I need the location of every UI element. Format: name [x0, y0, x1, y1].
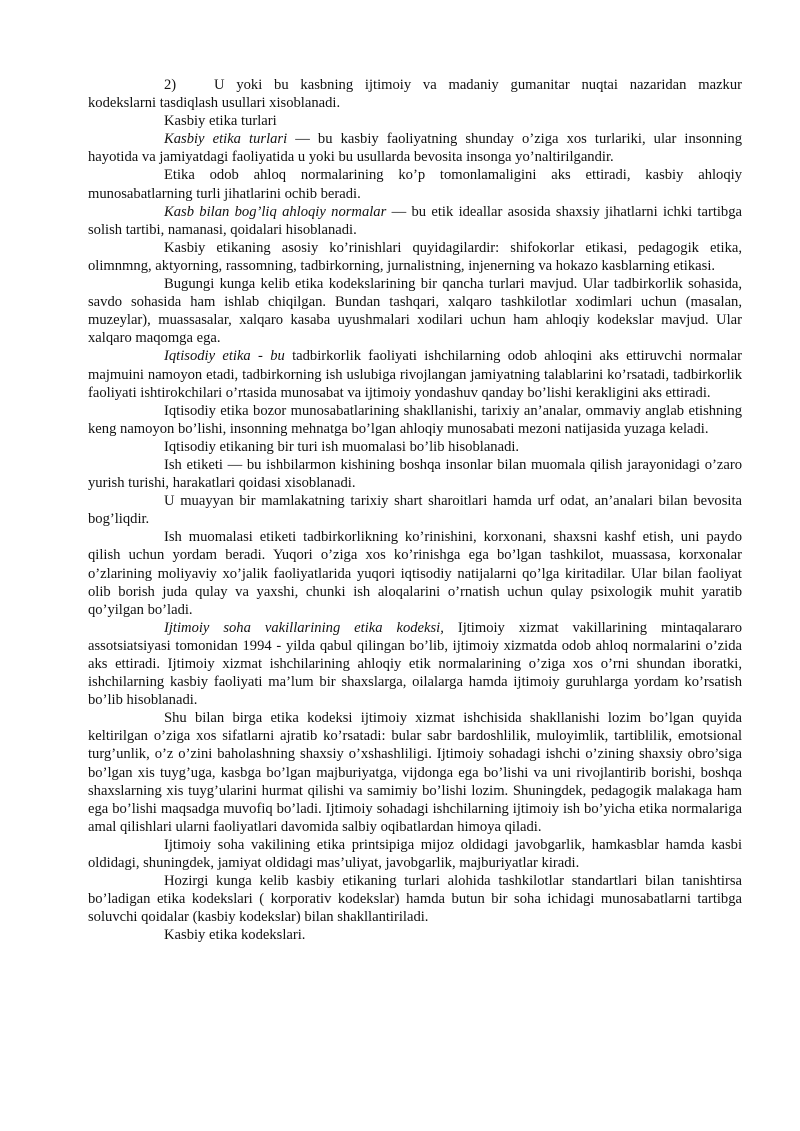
section-heading-types: Kasbiy etika turlari	[164, 113, 277, 130]
paragraph-text: Ijtimoiy xizmat vakillarining mintaqalararo assotsiatsiyasi tomonidan 1994 - yilda qabul qilingan bo’lib, ijtimoiy xizmatda odob ahloq normalarini o’zida aks ettiradi. Ijtimoiy xizmat ishchilarining ahloqiy etik normalarining o’ziga xos o’rni shundan iboratki, ishchilarning kasbiy faoliyati ma’lum bir shaxslarga, oilalarga hamda ijtimoiy guruhlarga yordam ko’rsatish bo’lib hisoblanadi.	[88, 619, 742, 709]
term-italic: Kasbiy etika turlari	[164, 131, 288, 148]
paragraph-14: Ijtimoiy soha vakilining etika printsipiga mijoz oldidagi javobgarlik, hamkasblar hamda kasbi oldidagi, shuningdek, jamiyat oldidagi mas’uliyat, javobgarlik, majburiyatlar kiradi.	[88, 836, 742, 872]
paragraph-9: Ish etiketi — bu ishbilarmon kishining boshqa insonlar bilan muomala qilish jarayonidagi o’zaro yurish turishi, harakatlari qoidasi xisoblanadi.	[88, 456, 742, 492]
term-italic: Kasb bilan bog’liq ahloqiy normalar	[164, 203, 387, 220]
paragraph-13: Shu bilan birga etika kodeksi ijtimoiy xizmat ishchisida shakllanishi lozim bo’lgan quyida keltirilgan o’ziga xos sifatlarni ajratib ko’rsatadi: bular sabr bardoshlilik, muloyimlik, tartiblilik, emotsional turg’unlik, o’z o’zini baholashning shaxsiy o’xshashliligi. Ijtimoiy sohadagi ishchi o’zining shaxsiy obro’siga bo’lgan xis tuyg’uga, kasbga bo’lgan majburiyatga, vijdonga ega bo’lishi va uni rivojlantirib borishi, boshqa shaxslarning xis tuyg’ularini hurmat qilishi va samimiy bo’lishi lozim. Shuningdek, pedagogik malakaga ham ega bo’lishi maqsadga muvofiq bo’ladi. Ijtimoiy sohadagi ishchilarning ijtimoiy ish bo’yicha etika normalariga amal qilishlari ularni faoliyatlari davomida salbiy oqibatlardan himoya qiladi.	[88, 710, 742, 835]
paragraph-2: Etika odob ahloq normalarining ko’p tomonlamaligini aks ettiradi, kasbiy ahloqiy munosabatlarning turli jihatlarini ochib beradi.	[88, 167, 742, 202]
paragraph-10: U muayyan bir mamlakatning tarixiy shart sharoitlari hamda urf odat, an’analari bilan bevosita bog’liqdir.	[88, 493, 742, 528]
list-item-text-continuation: kodekslarni tasdiqlash usullari xisoblanadi.	[88, 95, 341, 112]
paragraph-11: Ish muomalasi etiketi tadbirkorlikning ko’rinishini, korxonani, shaxsni kashf etish, uni paydo qilish uchun yordam beradi. Yuqori o’ziga xos ko’rinishga ega bo’lgan tashkilot, muassasa, korxonalar o’zlarining moliyaviy xo’jalik faoliyatlarida yuqori iqtisodiy natijalarni qo’lga kiritadilar. Ular bilan faoliyat olib borish juda qulay va yaxshi, chunki ish aloqalarini o’rnatish uchun qulay psixologik muhit yaratib qo’yilgan bo’ladi.	[88, 529, 742, 618]
term-italic: Iqtisodiy etika - bu	[164, 348, 285, 365]
paragraph-5: Bugungi kunga kelib etika kodekslarining bir qancha turlari mavjud. Ular tadbirkorlik sohasida, savdo sohasida ham ishlab chiqilgan. Bundan tashqari, xalqaro tashkilotlar xodimlari uchun (masalan, muzeylar), muassasalar, xalqaro kasaba uyushmalari xodilari uchun ham ahloqiy kodekslar mavjud. Ular xalqaro maqomga ega.	[88, 276, 742, 347]
paragraph-7: Iqtisodiy etika bozor munosabatlarining shakllanishi, tarixiy an’analar, ommaviy anglab etishning keng namoyon bo’lishi, insonning mehnatga bo’lgan ahloqiy munosabati mezoni natijasida yuzaga keladi.	[88, 402, 742, 437]
paragraph-15: Hozirgi kunga kelib kasbiy etikaning turlari alohida tashkilotlar standartlari bilan tanishtirsa bo’ladigan etika kodekslari ( korporativ kodekslar) hamda butun bir soha ichidagi munosabatlarni tartibga soluvchi qoidalar (kasbiy kodekslar) bilan shakllantiriladi.	[88, 873, 742, 926]
paragraph-12	[88, 619, 742, 709]
paragraph-8: Iqtisodiy etikaning bir turi ish muomalasi bo’lib hisoblanadi.	[164, 438, 520, 455]
list-item-2	[88, 76, 742, 94]
document-page	[88, 76, 742, 945]
paragraph-text: — bu etik ideallar asosida shaxsiy jihatlarni ichki tartibga solish tartibi, namanasi, qoidalari hisoblanadi.	[88, 203, 743, 238]
paragraph-text: — bu kasbiy faoliyatning shunday o’ziga xos turlariki, ular insonning hayotida va jamiyatdagi faoliyatida u yoki bu usullarda bevosita insonga yo’naltirilgandir.	[88, 131, 742, 166]
paragraph-1	[88, 130, 742, 166]
section-heading-codes: Kasbiy etika kodekslari.	[164, 927, 306, 944]
paragraph-text: tadbirkorlik faoliyati ishchilarning odob ahloqini aks ettiruvchi normalar majmuini namoyon etadi, tadbirkorning ish uslubiga rivojlangan jamiyatning talablarini ko’rsatadi, tadbirkorlik faoliyati ishtirokchilari o’rtasida munosabat va ijtimoiy yondashuv qanday bo’lishi kerakligini aks ettiradi.	[88, 348, 742, 401]
paragraph-6	[88, 347, 742, 401]
list-item-text-first-line: U yoki bu kasbning ijtimoiy va madaniy gumanitar nuqtai nazaridan mazkur	[214, 77, 742, 93]
term-italic: Ijtimoiy soha vakillarining etika kodeksi,	[164, 619, 444, 636]
paragraph-4: Kasbiy etikaning asosiy ko’rinishlari quyidagilardir: shifokorlar etikasi, pedagogik etika, olimnmng, aktyorning, rassomning, tadbirkorning, jurnalistning, injenerning va hokazo kasblarning etikasi.	[88, 239, 742, 274]
list-item-number: 2)	[164, 77, 177, 93]
paragraph-3	[88, 203, 742, 239]
